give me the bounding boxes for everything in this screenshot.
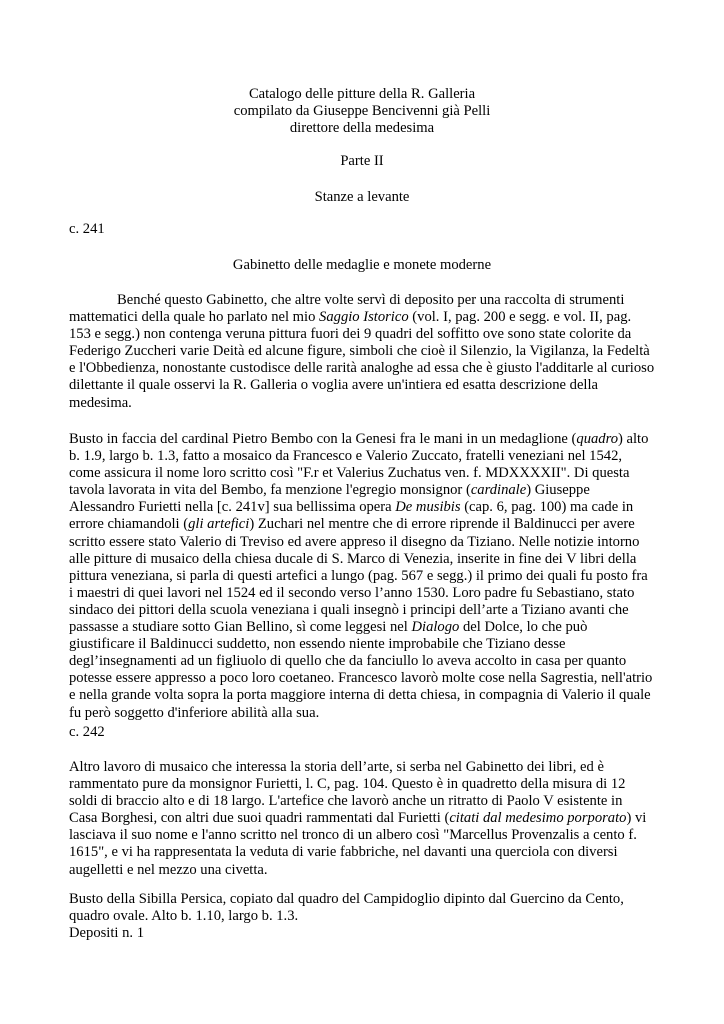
section-heading: Stanze a levante [314, 189, 410, 205]
text-line: 1615", e vi ha rappresentata la veduta di varie fabbriche, nel davanti una querciola con diversi [69, 844, 618, 861]
text-line: Alessandro Furietti nella [c. 241v] sua bellissima opera De musibis (cap. 6, pag. 100) ma cade in [69, 499, 634, 516]
text-line: mattematici della quale ho parlato nel mio Saggio Istorico (vol. I, pag. 200 e segg. e vol. II, pag. [69, 309, 632, 326]
text-line: tavola lavorata in vita del Bembo, fa menzione l'egregio monsignor (cardinale) Giuseppe [69, 482, 590, 499]
text-line: Busto in faccia del cardinal Pietro Bembo con la Genesi fra le mani in un medaglione (quadro) alto [69, 431, 649, 447]
text-line: Federigo Zuccheri varie Deità ed alcune figure, simboli che cioè il Silenzio, la Vigilanza, la Fedeltà [69, 343, 650, 360]
text-line: Casa Borghesi, con altri due suoi quadri rammentati dal Furietti (citati dal medesimo porporato) vi [69, 810, 647, 827]
paragraph-intro [69, 292, 657, 412]
text-line: fu però soggetto d'inferiore abilità alla sua. [69, 704, 320, 721]
paragraph-sibilla [69, 891, 657, 942]
text-line: medesima. [69, 394, 132, 411]
room-title: Gabinetto delle medaglie e monete moderne [232, 257, 492, 273]
text-line: errore chiamandoli (gli artefici) Zuchari nel mentre che di errore riprende il Baldinucci per avere [69, 516, 635, 533]
title-line: Catalogo delle pitture della R. Galleria [248, 86, 476, 102]
text-line: come assicura il nome loro scritto così "F.r et Valerius Zuchatus ven. f. MDXXXXII". Di questa [69, 465, 630, 482]
text-line: Depositi n. 1 [69, 925, 144, 942]
text-line: passasse a studiare sotto Gian Bellino, sì come leggesi nel Dialogo del Dolce, lo che può [69, 619, 588, 636]
text-line: e nella grande volta sopra la porta maggiore interna di detta chiesa, in compagnia di Valerio il quale [69, 687, 651, 704]
text-line: b. 1.9, largo b. 1.3, fatto a mosaico da Francesco e Valerio Zuccato, fratelli veneziani nel 1542, [69, 448, 623, 465]
page-reference: c. 241 [69, 221, 105, 237]
text-line: i maestri di quei lavori nel 1524 ed il secondo verso l’anno 1530. Loro padre fu Sebastiano, stato [69, 584, 635, 601]
text-line: Altro lavoro di musaico che interessa la storia dell’arte, si serba nel Gabinetto dei libri, ed è [69, 759, 604, 775]
text-line: potesse essere appresso a poco loro coetaneo. Francesco lavorò molte cose nella Sagrestia, nell'atrio [69, 670, 653, 687]
text-line: 153 e segg.) non contenga veruna pittura fuori dei 9 quadri del soffitto ove sono state colorite da [69, 326, 632, 343]
text-line: rammentato pure da monsignor Furietti, l. C, pag. 104. Questo è in quadretto della misura di 12 [69, 776, 626, 793]
text-line: pittura veneziana, si parla di questi artefici a lungo (pag. 567 e segg.) il primo dei quali fu posto fra [69, 567, 648, 584]
text-line: sindaco dei pittori della scuola veneziana i quali insegnò i principi dell’arte a Tiziano avanti che [69, 601, 629, 618]
text-line: e l'Obbedienza, nonostante custodisce delle rarità analoghe ad essa che è giusto l'additarle al curioso [69, 360, 655, 377]
text-line: quadro ovale. Alto b. 1.10, largo b. 1.3. [69, 908, 299, 925]
text-line: augelletti e nel mezzo una civetta. [69, 861, 268, 878]
catalog-title [0, 86, 724, 137]
part-heading: Parte II [340, 153, 384, 169]
text-line: lasciava il suo nome e l'anno scritto nel tronco di un albero così "Marcellus Provenzalis a cento f. [69, 827, 637, 844]
text-line: alle pitture di musaico della chiesa ducale di S. Marco di Venezia, inserite in fine dei V libri della [69, 550, 637, 567]
text-line: degl’insegnamenti ad un figliuolo di quello che da fanciullo lo aveva accolto in casa per quanto [69, 653, 627, 670]
paragraph-bembo [69, 431, 657, 722]
text-line: giustificare il Baldinucci suddetto, non essendo niente improbabile che Tiziano desse [69, 636, 566, 653]
title-line: compilato da Giuseppe Bencivenni già Pelli [233, 103, 491, 120]
text-line: Busto della Sibilla Persica, copiato dal quadro del Campidoglio dipinto dal Guercino da Cento, [69, 891, 624, 907]
text-line: dilettante il quale osservi la R. Galleria o voglia avere un'intiera ed esatta descrizione della [69, 377, 599, 394]
text-line: scritto essere stato Valerio di Treviso ed avere appreso il disegno da Tiziano. Nelle notizie intorno [69, 533, 640, 550]
title-line: direttore della medesima [289, 120, 435, 137]
text-line: Benché questo Gabinetto, che altre volte servì di deposito per una raccolta di strumenti [117, 292, 625, 308]
text-line: soldi di braccio alto e di 18 largo. L'artefice che lavorò anche un ritratto di Paolo V esistente in [69, 793, 623, 810]
paragraph-mosaic [69, 759, 657, 879]
page-reference: c. 242 [69, 724, 105, 740]
